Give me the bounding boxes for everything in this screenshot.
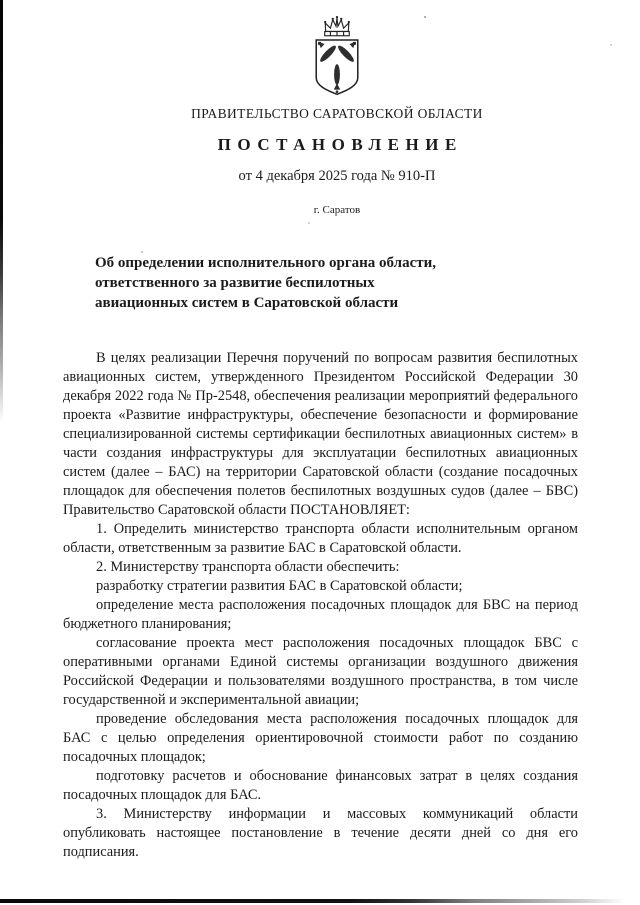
body-paragraph-subitem: определение места расположения посадочных площадок для БВС на период бюджетного планирования; <box>63 597 578 632</box>
document-city: г. Саратов <box>313 204 361 216</box>
body-paragraph-subitem: подготовку расчетов и обоснование финансовых затрат в целях создания посадочных площадок для БАС. <box>63 768 578 803</box>
document-title <box>95 253 515 313</box>
saratov-oblast-coat-of-arms-icon <box>303 15 371 99</box>
document-type-heading: ПОСТАНОВЛЕНИЕ <box>217 135 463 154</box>
document-header <box>34 15 640 216</box>
organization-name: ПРАВИТЕЛЬСТВО САРАТОВСКОЙ ОБЛАСТИ <box>191 106 483 121</box>
scan-artifact-bottom-line <box>0 899 632 903</box>
title-line: авиационных систем в Саратовской области <box>95 295 399 311</box>
body-paragraph-subitem: разработку стратегии развития БАС в Саратовской области; <box>96 578 463 594</box>
scan-speck <box>424 16 426 18</box>
body-paragraph-preamble: В целях реализации Перечня поручений по вопросам развития беспилотных авиационных систем, утвержденного Президентом Российской Федерации 30 декабря 2022 года № Пр-2548, обеспечения реализации мероприятий федерального проекта «Развитие инфраструктуры, обеспечение безопасности и формирование специализированной системы сертификации беспилотных авиационных систем» в части создания инфраструктуры для эксплуатации беспилотных авиационных систем (далее – БАС) на территории Саратовской области (создание посадочных площадок для обеспечения полетов беспилотных воздушных судов (далее – БВС) Правительство Саратовской области ПОСТАНОВЛЯЕТ: <box>63 350 578 518</box>
document-date-number: от 4 декабря 2025 года № 910-П <box>238 168 436 184</box>
scan-speck <box>610 44 612 46</box>
title-line: Об определении исполнительного органа области, <box>95 255 437 271</box>
scan-artifact-left-line <box>0 0 3 440</box>
scan-speck <box>141 251 143 253</box>
body-paragraph-item-1: 1. Определить министерство транспорта области исполнительным органом области, ответственным за развитие БАС в Саратовской области. <box>63 521 578 556</box>
body-paragraph-subitem: согласование проекта мест расположения посадочных площадок БВС с оперативными органами Единой системы организации воздушного движения Российской Федерации и пользователями воздушного пространства, в том числе государственной и экспериментальной авиации; <box>63 635 578 708</box>
document-body <box>63 349 578 862</box>
scan-speck <box>308 222 310 224</box>
body-paragraph-subitem: проведение обследования места расположения посадочных площадок для БАС с целью определения ориентировочной стоимости работ по созданию посадочных площадок; <box>63 711 578 765</box>
title-line: ответственного за развитие беспилотных <box>95 275 375 291</box>
body-paragraph-item-3: 3. Министерству информации и массовых коммуникаций области опубликовать настоящее постановление в течение десяти дней со дня его подписания. <box>63 806 578 860</box>
body-paragraph-item-2: 2. Министерству транспорта области обеспечить: <box>96 559 400 575</box>
